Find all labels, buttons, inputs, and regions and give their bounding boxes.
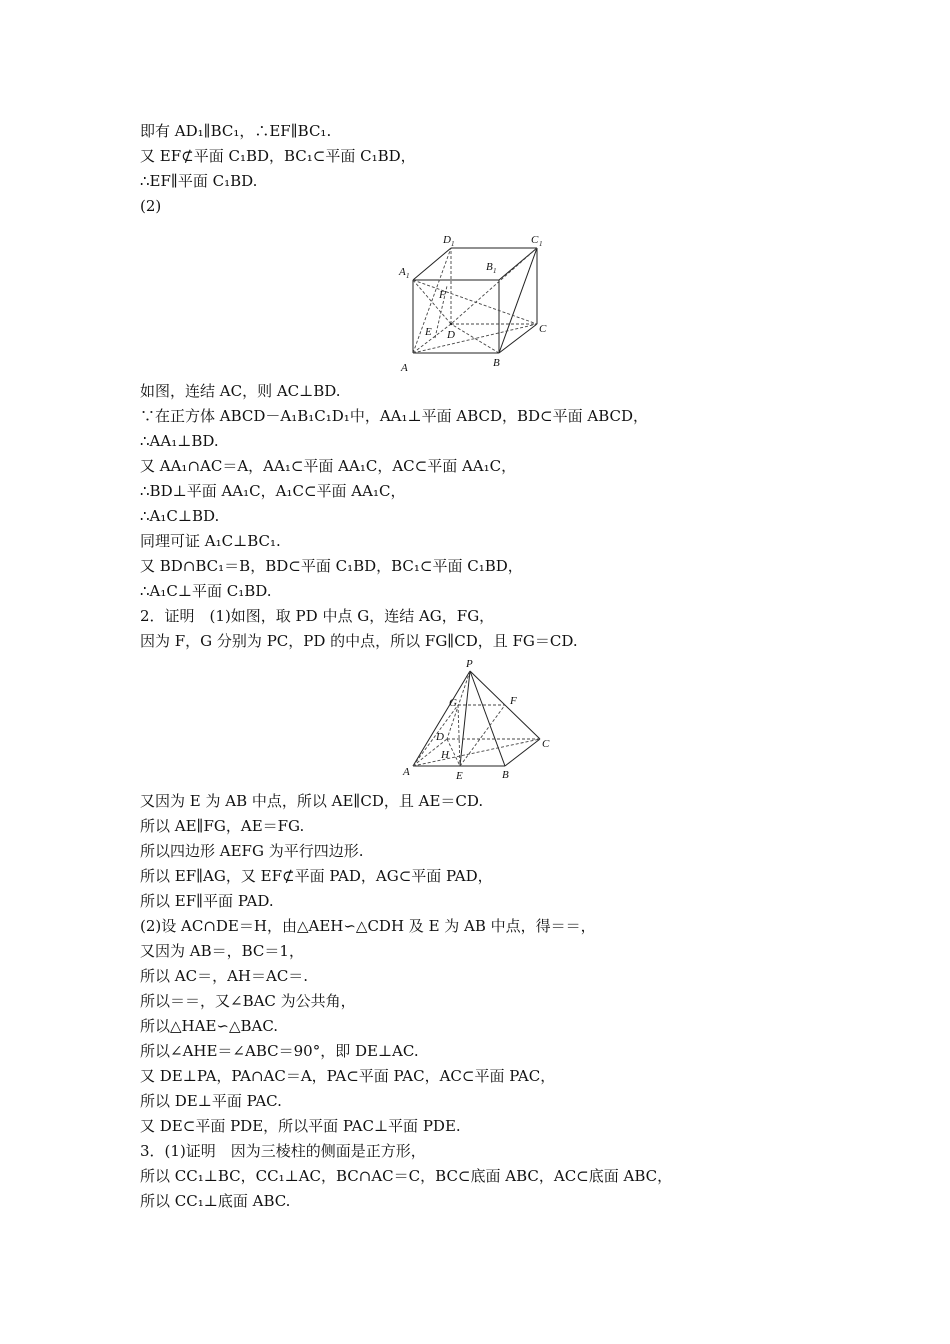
- cube-figure: [395, 228, 560, 373]
- text-line: ∴BD⊥平面 AA₁C，A₁C⊂平面 AA₁C，: [140, 482, 406, 500]
- text-line: 因为 F，G 分别为 PC，PD 的中点，所以 FG∥CD，且 FG＝CD.: [140, 632, 578, 650]
- label-f: F: [439, 289, 446, 301]
- svg-text:1: 1: [493, 267, 497, 275]
- text-line: 同理可证 A₁C⊥BC₁.: [140, 532, 281, 550]
- text-line: 又 AA₁∩AC＝A，AA₁⊂平面 AA₁C，AC⊂平面 AA₁C，: [140, 457, 517, 475]
- text-line: 3．(1)证明 因为三棱柱的侧面是正方形，: [140, 1142, 426, 1160]
- label-e: E: [425, 326, 432, 338]
- edge-a1d1: [413, 248, 451, 280]
- text-line: ∴AA₁⊥BD.: [140, 432, 219, 450]
- segment-ef: [460, 705, 505, 766]
- text-line: 又 BD∩BC₁＝B，BD⊂平面 C₁BD，BC₁⊂平面 C₁BD，: [140, 557, 523, 575]
- text-line: 所以 EF∥平面 PAD.: [140, 892, 274, 910]
- label-g: G: [449, 697, 457, 709]
- text-line: ∴A₁C⊥平面 C₁BD.: [140, 582, 272, 600]
- text-line: 所以四边形 AEFG 为平行四边形.: [140, 842, 364, 860]
- text-line: 即有 AD₁∥BC₁，∴EF∥BC₁.: [140, 122, 332, 140]
- label-b: B: [493, 357, 500, 369]
- text-line: 2．证明 (1)如图，取 PD 中点 G，连结 AG，FG，: [140, 607, 495, 625]
- text-line: 所以 CC₁⊥底面 ABC.: [140, 1192, 291, 1210]
- segment-bd: [451, 324, 499, 353]
- text-line: 又 DE⊥PA，PA∩AC＝A，PA⊂平面 PAC，AC⊂平面 PAC，: [140, 1067, 556, 1085]
- text-line: ∴EF∥平面 C₁BD.: [140, 172, 258, 190]
- label-a: A: [401, 362, 408, 373]
- label-b: B: [502, 769, 509, 781]
- segment-ac: [413, 739, 540, 766]
- label-b1: B: [486, 261, 493, 273]
- label-d: D: [447, 329, 455, 341]
- text-line: 所以△HAE∽△BAC.: [140, 1017, 279, 1035]
- text-line: (2)设 AC∩DE＝H，由△AEH∽△CDH 及 E 为 AB 中点，得＝＝，: [140, 917, 596, 935]
- label-c: C: [542, 738, 550, 750]
- text-line: 所以 CC₁⊥BC，CC₁⊥AC，BC∩AC＝C，BC⊂底面 ABC，AC⊂底面 ABC，: [140, 1167, 673, 1185]
- text-line: 又 EF⊄平面 C₁BD，BC₁⊂平面 C₁BD，: [140, 147, 416, 165]
- text-line: (2): [140, 197, 162, 215]
- text-line: ∴A₁C⊥BD.: [140, 507, 220, 525]
- svg-text:1: 1: [406, 272, 410, 280]
- text-line: 如图，连结 AC，则 AC⊥BD.: [140, 382, 341, 400]
- label-f: F: [510, 695, 517, 707]
- text-line: 又 DE⊂平面 PDE，所以平面 PAC⊥平面 PDE.: [140, 1117, 461, 1135]
- text-line: ∵在正方体 ABCD－A₁B₁C₁D₁中，AA₁⊥平面 ABCD，BD⊂平面 ABCD，: [140, 407, 649, 425]
- pyramid-figure: [400, 656, 560, 784]
- text-line: 又因为 E 为 AB 中点，所以 AE∥CD，且 AE＝CD.: [140, 792, 484, 810]
- label-a: A: [403, 766, 410, 778]
- label-c: C: [539, 323, 547, 335]
- label-c1: C: [531, 234, 539, 246]
- edge-pb: [470, 671, 505, 766]
- text-line: 所以 AC＝，AH＝AC＝.: [140, 967, 309, 985]
- label-e: E: [456, 770, 463, 782]
- svg-text:1: 1: [539, 240, 543, 248]
- label-h: H: [441, 749, 449, 761]
- segment-a1c: [413, 280, 537, 324]
- text-line: 所以∠AHE＝∠ABC＝90°，即 DE⊥AC.: [140, 1042, 419, 1060]
- text-line: 所以 AE∥FG，AE＝FG.: [140, 817, 305, 835]
- text-line: 所以 DE⊥平面 PAC.: [140, 1092, 282, 1110]
- label-p: P: [466, 658, 473, 670]
- label-d1: D: [443, 234, 451, 246]
- label-a1: A: [399, 266, 406, 278]
- segment-c1d: [451, 248, 537, 324]
- segment-pa-hint: [458, 705, 460, 766]
- svg-text:1: 1: [451, 240, 455, 248]
- text-line: 所以 EF∥AG，又 EF⊄平面 PAD，AG⊂平面 PAD，: [140, 867, 493, 885]
- text-line: 所以＝＝，又∠BAC 为公共角，: [140, 992, 356, 1010]
- text-line: 又因为 AB＝，BC＝1，: [140, 942, 304, 960]
- label-d: D: [436, 731, 444, 743]
